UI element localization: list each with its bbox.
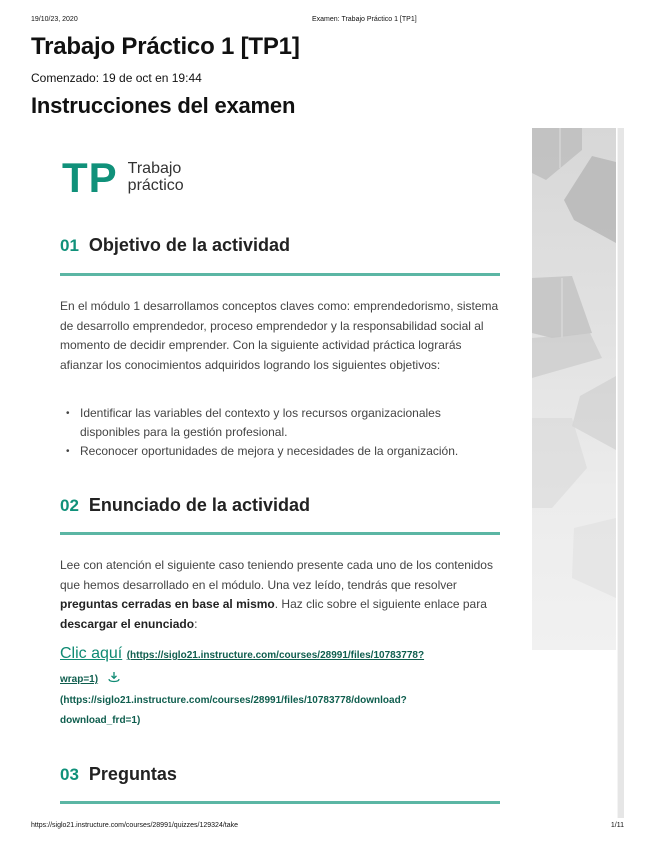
print-header [31, 16, 624, 28]
tp-logo [62, 154, 184, 201]
section-number: 03 [60, 765, 79, 784]
bold-text: preguntas cerradas en base al mismo [60, 597, 275, 611]
tp-logo-line2: práctico [127, 177, 184, 194]
objetivo-paragraph: En el módulo 1 desarrollamos conceptos claves como: emprendedorismo, sistema de desarrollo emprendedor, proceso emprendedor y la responsabilidad social al momento de decidir emprender. Con la siguiente actividad práctica lograrás afianzar los conocimientos adquiridos logrando los siguientes objetivos: [60, 299, 499, 372]
instructions-title: Instrucciones del examen [31, 93, 296, 118]
section-title: Objetivo de la actividad [88, 235, 290, 255]
page-count: 1/11 [610, 822, 624, 829]
section-heading-preguntas [60, 764, 500, 785]
enunciado-paragraph [60, 556, 500, 634]
text-span: Lee con atención el siguiente caso teniendo presente cada uno de los contenidos que hemos desarrollado en el módulo. Una vez leído, tendrás que resolver [60, 558, 493, 592]
text-span: : [194, 616, 198, 631]
section-divider [60, 801, 500, 804]
download-link-block [60, 643, 500, 731]
clic-aqui-link[interactable]: Clic aquí [60, 645, 123, 662]
print-url: https://siglo21.instructure.com/courses/28991/quizzes/129324/take [31, 822, 239, 829]
started-timestamp: Comenzado: 19 de oct en 19:44 [31, 71, 202, 85]
section-heading-enunciado [60, 495, 500, 516]
tp-logo-text [128, 160, 184, 194]
objetivo-list [66, 404, 500, 461]
section-divider [60, 273, 500, 276]
file-url-link[interactable]: (https://siglo21.instructure.com/courses/28991/files/10783778? [126, 650, 425, 661]
download-icon[interactable] [107, 668, 121, 680]
section-number: 01 [60, 236, 79, 255]
list-item: • Identificar las variables del contexto y los recursos organizacionales disponibles para la gestión profesional. [66, 404, 500, 442]
section-title: Preguntas [88, 764, 177, 784]
tp-logo-line1: Trabajo [127, 160, 182, 177]
section-heading-objetivo [60, 235, 500, 256]
section-title: Enunciado de la actividad [88, 495, 310, 515]
page-title: Trabajo Práctico 1 [TP1] [31, 33, 300, 60]
download-url-line2[interactable]: download_frd=1) [60, 715, 141, 726]
bold-text: descargar el enunciado [60, 616, 195, 631]
list-item: • Reconocer oportunidades de mejora y necesidades de la organización. [66, 442, 500, 461]
print-doc-title: Examen: Trabajo Práctico 1 [TP1] [312, 16, 417, 23]
tp-logo-mark: TP [62, 154, 118, 201]
section-number: 02 [60, 496, 79, 515]
scrollbar[interactable] [617, 128, 624, 818]
download-url-line1[interactable]: (https://siglo21.instructure.com/courses/28991/files/10783778/download? [60, 695, 407, 706]
text-span: . Haz clic sobre el siguiente enlace para [274, 597, 487, 611]
decorative-architecture-image [532, 128, 616, 650]
file-url-link-cont[interactable]: wrap=1) [60, 674, 99, 685]
print-date: 19/10/23, 2020 [31, 16, 78, 23]
section-divider [60, 532, 500, 535]
